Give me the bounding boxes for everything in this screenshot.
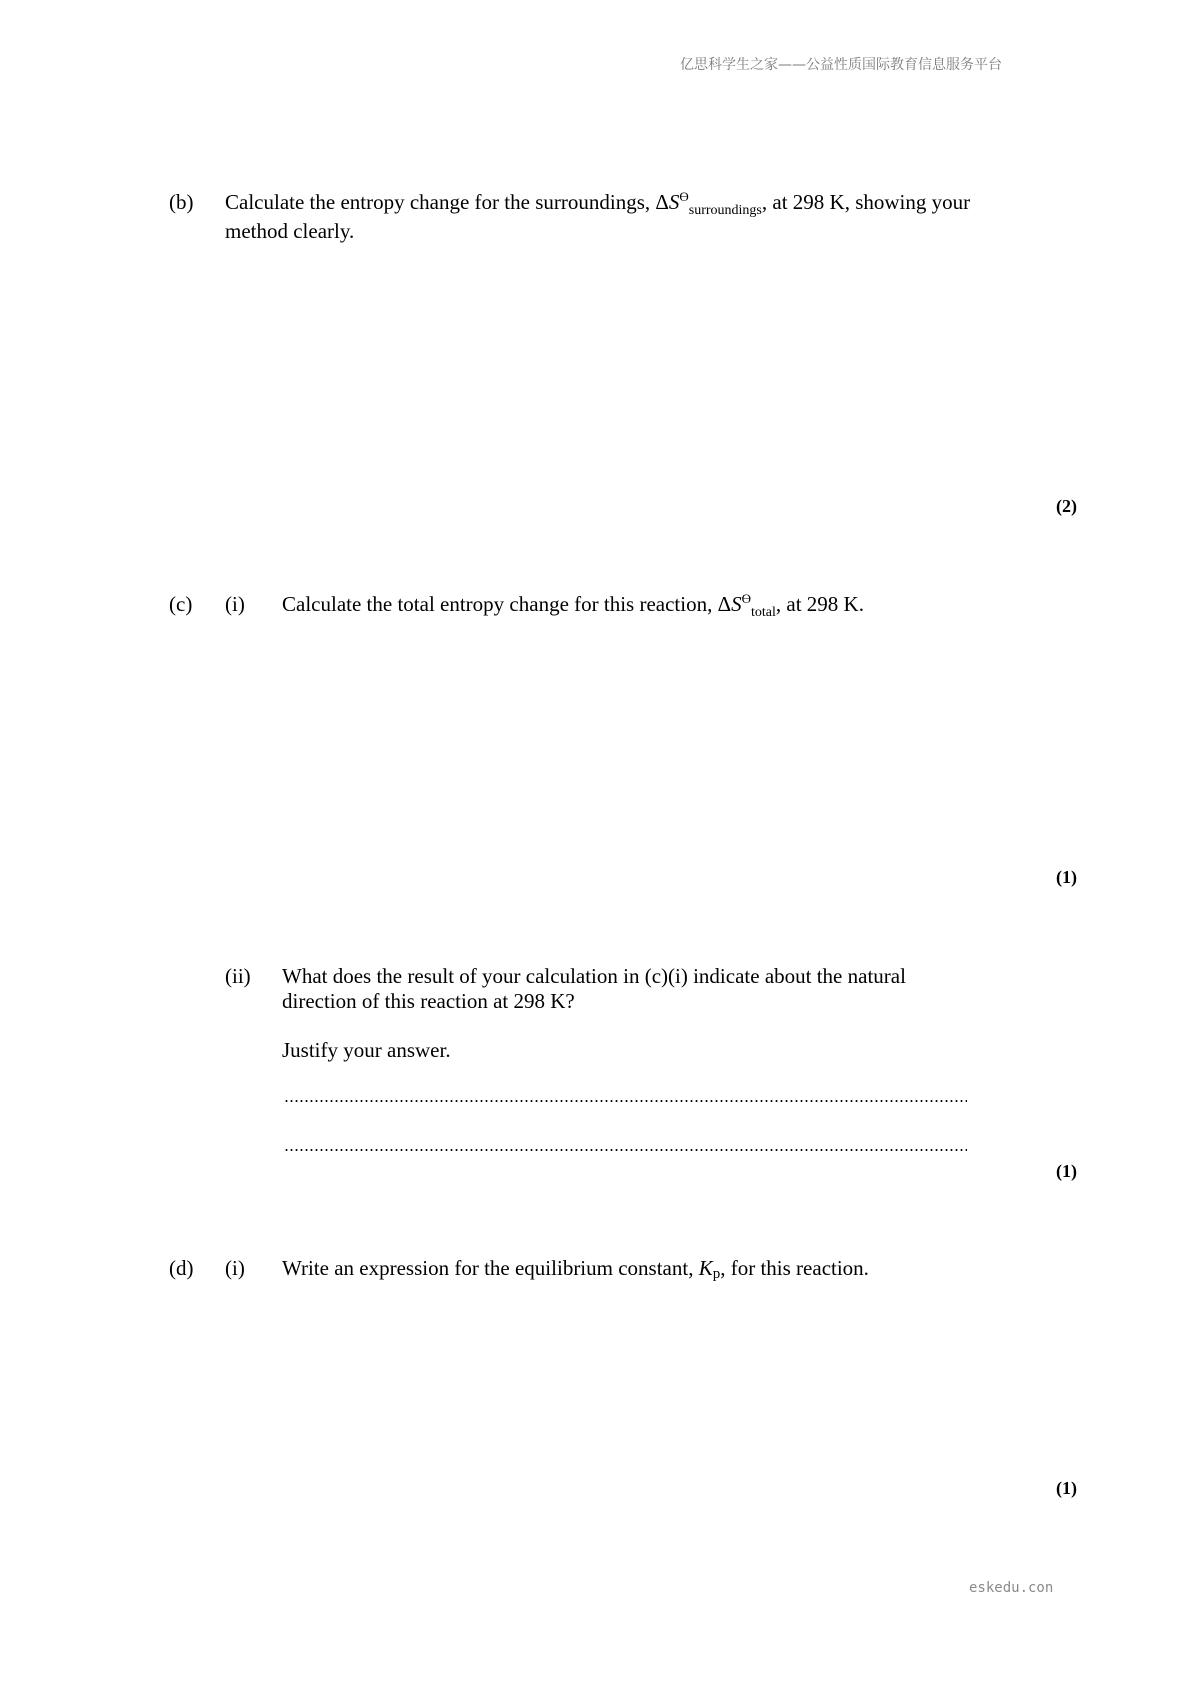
part-d-label: (d) bbox=[169, 1256, 194, 1280]
page-header-text: 亿思科学生之家——公益性质国际教育信息服务平台 bbox=[680, 57, 1002, 73]
part-d-i-question: Write an expression for the equilibrium constant, Kp, for this reaction. bbox=[282, 1256, 869, 1282]
part-c-i-question: Calculate the total entropy change for this reaction, $\Delta S^ϴ_{total}$, at 298 K. bbox=[282, 591, 864, 620]
part-c-i-label: (i) bbox=[225, 592, 245, 616]
part-c-ii-question-line2: direction of this reaction at 298 K? bbox=[282, 989, 575, 1013]
page-footer-text: eskedu.con bbox=[969, 1580, 1054, 1596]
part-d-i-label: (i) bbox=[225, 1256, 245, 1280]
part-c-ii-question-line1: What does the result of your calculation in (c)(i) indicate about the natural bbox=[282, 964, 906, 988]
part-b-question-line2: method clearly. bbox=[225, 219, 355, 243]
part-b-question-line1: Calculate the entropy change for the surroundings, $\Delta S^ϴ_{surroundings}$, at 298 K, showing your bbox=[225, 189, 971, 218]
part-c-ii-label: (ii) bbox=[225, 964, 251, 988]
answer-line-1[interactable] bbox=[284, 1100, 967, 1102]
part-c-label: (c) bbox=[169, 592, 193, 616]
part-b-marks: (2) bbox=[1056, 496, 1077, 516]
part-c-ii-instruction: Justify your answer. bbox=[282, 1038, 451, 1062]
part-c-i-marks: (1) bbox=[1056, 867, 1077, 887]
part-c-ii-marks: (1) bbox=[1056, 1161, 1077, 1181]
part-d-i-marks: (1) bbox=[1056, 1478, 1077, 1498]
answer-line-2[interactable] bbox=[284, 1149, 967, 1151]
part-b-label: (b) bbox=[169, 190, 194, 214]
